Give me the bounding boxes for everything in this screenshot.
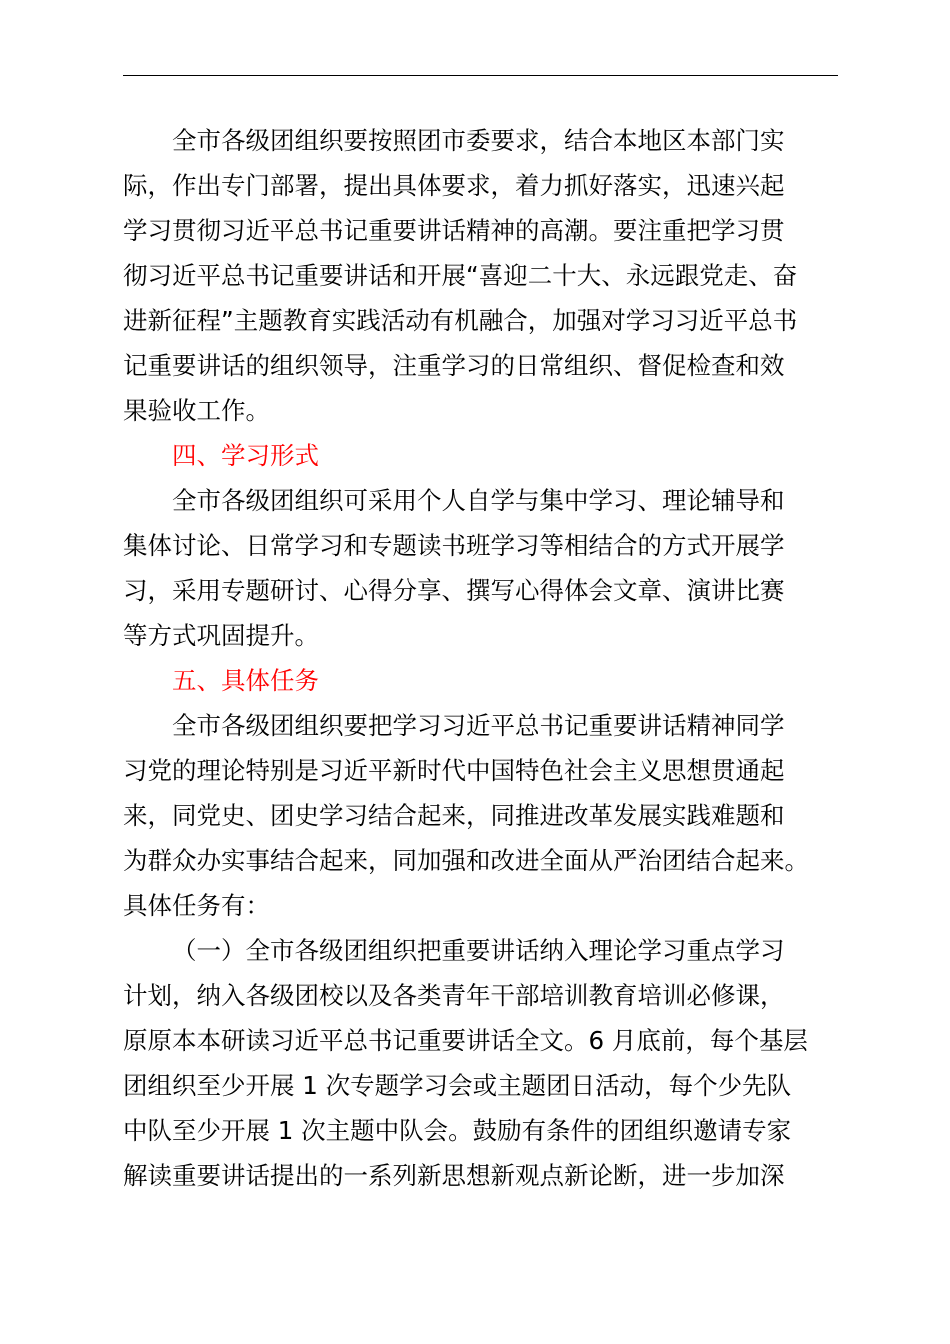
text-line: 习，采用专题研讨、心得分享、撰写心得体会文章、演讲比赛 xyxy=(123,576,785,605)
text-line: 全市各级团组织可采用个人自学与集中学习、理论辅导和 xyxy=(172,486,785,515)
text-line: 进新征程”主题教育实践活动有机融合，加强对学习习近平总书 xyxy=(123,306,798,335)
header-rule xyxy=(123,75,838,76)
text-line: 全市各级团组织要按照团市委要求，结合本地区本部门实 xyxy=(172,126,785,155)
section-heading-study-format: 四、学习形式 xyxy=(172,441,319,470)
text-line: 等方式巩固提升。 xyxy=(123,621,319,650)
document-body xyxy=(123,118,839,1198)
text-line: 彻习近平总书记重要讲话和开展“喜迎二十大、永远跟党走、奋 xyxy=(123,261,798,290)
text-line: 记重要讲话的组织领导，注重学习的日常组织、督促检查和效 xyxy=(123,351,785,380)
text-line: 团组织至少开展 1 次专题学习会或主题团日活动，每个少先队 xyxy=(123,1071,792,1100)
text-line: 原原本本研读习近平总书记重要讲话全文。6 月底前，每个基层 xyxy=(123,1026,808,1055)
text-line: 中队至少开展 1 次主题中队会。鼓励有条件的团组织邀请专家 xyxy=(123,1116,792,1145)
text-line: 解读重要讲话提出的一系列新思想新观点新论断，进一步加深 xyxy=(123,1161,785,1190)
text-line: 果验收工作。 xyxy=(123,396,270,425)
text-line: 习党的理论特别是习近平新时代中国特色社会主义思想贯通起 xyxy=(123,756,785,785)
text-line: （一）全市各级团组织把重要讲话纳入理论学习重点学习 xyxy=(172,936,785,965)
text-line: 具体任务有： xyxy=(123,891,270,920)
text-line: 为群众办实事结合起来，同加强和改进全面从严治团结合起来。 xyxy=(123,846,809,875)
section-heading-specific-tasks: 五、具体任务 xyxy=(172,666,319,695)
text-line: 际，作出专门部署，提出具体要求，着力抓好落实，迅速兴起 xyxy=(123,171,785,200)
text-line: 集体讨论、日常学习和专题读书班学习等相结合的方式开展学 xyxy=(123,531,785,560)
paragraph-organization xyxy=(123,118,839,433)
text-line: 全市各级团组织要把学习习近平总书记重要讲话精神同学 xyxy=(172,711,785,740)
text-line: 来，同党史、团史学习结合起来，同推进改革发展实践难题和 xyxy=(123,801,785,830)
paragraph-task-one xyxy=(123,928,839,1198)
paragraph-study-format xyxy=(123,478,839,658)
paragraph-specific-tasks xyxy=(123,703,839,928)
text-line: 学习贯彻习近平总书记重要讲话精神的高潮。要注重把学习贯 xyxy=(123,216,785,245)
text-line: 计划，纳入各级团校以及各类青年干部培训教育培训必修课， xyxy=(123,981,785,1010)
